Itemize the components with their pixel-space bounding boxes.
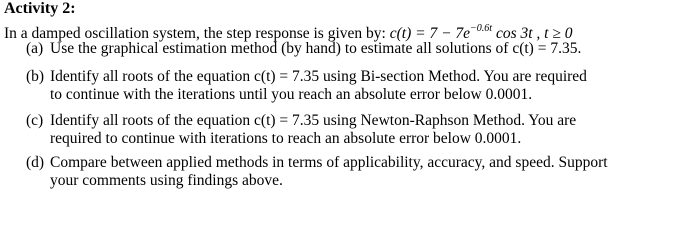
intro-text: In a damped oscillation system, the step response is given by: [4, 25, 386, 42]
equation-lhs: c(t) = 7 − 7e [389, 25, 471, 42]
question-d-line-2: your comments using findings above. [50, 172, 283, 189]
question-marker-a: (a) [26, 40, 44, 57]
question-item-c [26, 112, 666, 148]
question-item-b [26, 68, 666, 104]
question-item-a [26, 40, 666, 58]
question-marker-d: (d) [26, 154, 45, 171]
question-c-line-2: required to continue with iterations to reach an absolute error below 0.0001. [50, 130, 522, 147]
question-b-line-2: to continue with the iterations until you reach an absolute error below 0.0001. [50, 86, 533, 103]
activity-title: Activity 2: [4, 0, 76, 17]
question-b-line-1: Identify all roots of the equation c(t) = 7.35 using Bi-section Method. You are required [50, 68, 587, 85]
question-item-d [26, 154, 666, 190]
question-a-line-1: Use the graphical estimation method (by hand) to estimate all solutions of c(t) = 7.35. [50, 40, 582, 57]
question-marker-c: (c) [26, 112, 44, 129]
equation-exponent: −0.6t [470, 23, 493, 34]
equation-rhs: cos 3t , t ≥ 0 [492, 25, 573, 42]
question-c-line-1: Identify all roots of the equation c(t) = 7.35 using Newton-Raphson Method. You are [50, 112, 577, 129]
question-marker-b: (b) [26, 68, 45, 85]
question-d-line-1: Compare between applied methods in terms of applicability, accuracy, and speed. Support [50, 154, 608, 171]
